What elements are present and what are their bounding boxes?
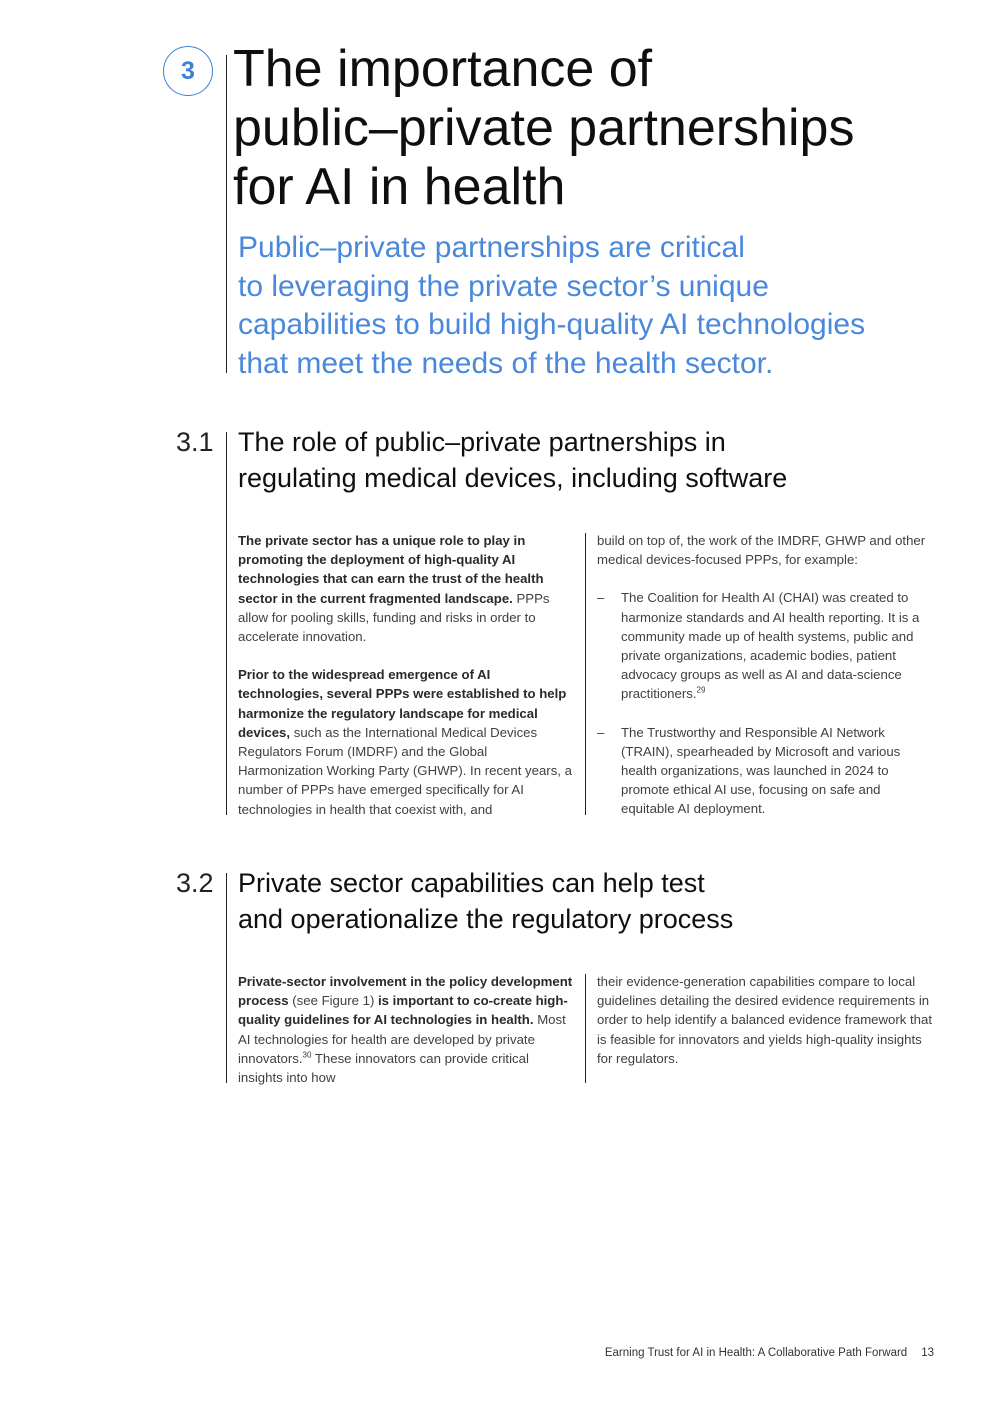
paragraph — [238, 972, 574, 1087]
chapter-title-line: public–private partnerships — [233, 99, 855, 157]
paragraph — [238, 531, 574, 646]
section-1-column-right — [597, 531, 933, 838]
footer-title: Earning Trust for AI in Health: A Collaborative Path Forward — [604, 1347, 908, 1359]
section-title-line: The role of public–private partnerships in — [238, 427, 726, 457]
list-item — [597, 588, 933, 703]
chapter-divider — [226, 55, 227, 373]
bold-lead: Private-sector involvement in the policy development process — [238, 974, 573, 1009]
section-title-line: and operationalize the regulatory process — [238, 904, 734, 934]
paragraph-text: Most AI technologies for health are developed by private innovators. — [238, 1012, 566, 1066]
paragraph-text: These innovators can provide critical insights into how — [238, 1050, 529, 1086]
chapter-number: 3 — [181, 56, 195, 85]
section-title — [238, 865, 958, 937]
section-1-column-left — [238, 531, 574, 838]
paragraph-text: such as the International Medical Devices Regulators Forum (IMDRF) and the Global Harmonization Working Party (GHWP). In recent years, a number of PPPs have emerged specifically for AI technologies in health that coexist with, and — [238, 724, 572, 817]
bold-lead: Prior to the widespread emergence of AI technologies, several PPPs were established to help harmonize the regulatory landscape for medical devices, — [238, 667, 567, 740]
section-title — [238, 424, 958, 496]
bullet-dash: – — [597, 590, 605, 606]
paragraph-text: (see Figure 1) — [288, 993, 379, 1009]
section-number: 3.2 — [176, 868, 214, 898]
bullet-list — [597, 588, 933, 818]
section-divider — [226, 873, 227, 1083]
column-divider — [585, 533, 586, 815]
bullet-dash: – — [597, 724, 605, 740]
chapter-title — [233, 40, 953, 217]
bold-text: is important to co-create high-quality guidelines for AI technologies in health. — [238, 993, 568, 1028]
column-divider — [585, 974, 586, 1083]
paragraph: their evidence-generation capabilities compare to local guidelines detailing the desired evidence requirements in order to help identify a balanced evidence framework that is feasible for innovators and yields high-quality insights for regulators. — [597, 974, 933, 1066]
footnote-ref: 29 — [696, 686, 706, 696]
paragraph-text: PPPs allow for pooling skills, funding and risks in order to accelerate innovation. — [238, 590, 550, 645]
section-title-line: regulating medical devices, including software — [238, 463, 788, 493]
chapter-subtitle — [238, 229, 958, 383]
section-number: 3.1 — [176, 427, 214, 457]
section-divider — [226, 432, 227, 815]
chapter-subtitle-line: capabilities to build high-quality AI technologies — [238, 308, 866, 341]
paragraph: build on top of, the work of the IMDRF, GHWP and other medical devices-focused PPPs, for example: — [597, 533, 926, 568]
chapter-number-badge — [163, 46, 213, 96]
chapter-title-line: The importance of — [233, 40, 653, 98]
bullet-text: The Trustworthy and Responsible AI Network (TRAIN), spearheaded by Microsoft and various health organizations, was launched in 2024 to promote ethical AI use, focusing on safe and equitable AI deployment. — [621, 724, 901, 817]
section-2-column-left — [238, 972, 574, 1106]
bold-lead: The private sector has a unique role to play in promoting the deployment of high-quality AI technologies that can earn the trust of the health sector in the current fragmented landscape. — [238, 533, 544, 606]
chapter-subtitle-line: to leveraging the private sector’s unique — [238, 269, 769, 303]
section-title-line: Private sector capabilities can help test — [238, 868, 705, 898]
footnote-ref: 30 — [302, 1050, 312, 1060]
page-footer — [605, 1347, 934, 1359]
chapter-title-line: for AI in health — [233, 158, 566, 216]
paragraph — [238, 665, 574, 819]
bullet-text: The Coalition for Health AI (CHAI) was created to harmonize standards and AI health reporting. It is a community made up of health systems, public and private organizations, academic bodies, patient advocacy groups as well as AI and data-science practitioners. — [621, 590, 920, 702]
list-item — [597, 723, 933, 819]
chapter-subtitle-line: that meet the needs of the health sector. — [238, 346, 774, 380]
section-2-column-right — [597, 972, 933, 1087]
chapter-subtitle-line: Public–private partnerships are critical — [238, 231, 745, 264]
page-number: 13 — [921, 1347, 934, 1359]
